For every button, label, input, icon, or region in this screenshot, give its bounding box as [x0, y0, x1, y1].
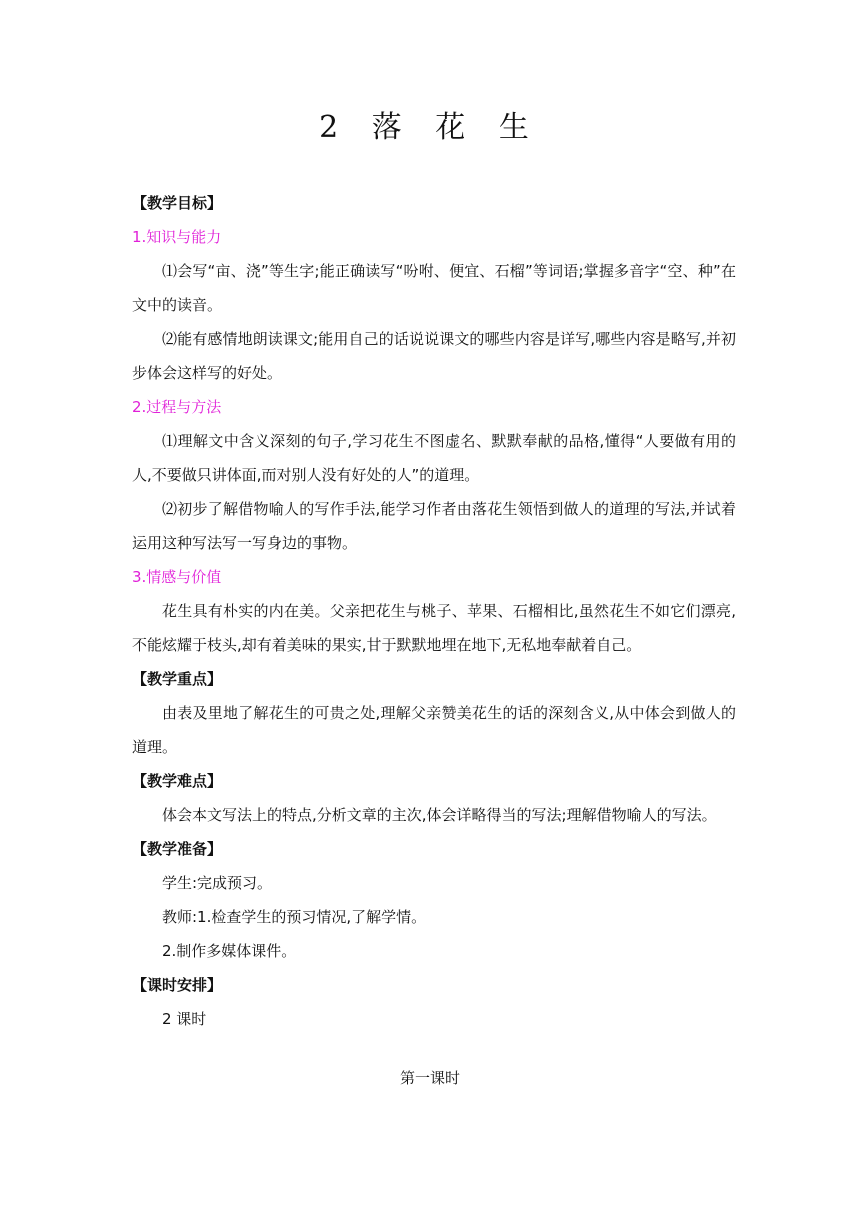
goal2-heading: 2.过程与方法: [132, 398, 222, 416]
goal1-heading: 1.知识与能力: [132, 228, 222, 246]
schedule-paragraph: 2 课时: [162, 1010, 207, 1028]
key-points-paragraph: 由表及里地了解花生的可贵之处,理解父亲赞美花生的话的深刻含义,从中体会到做人的道理。: [132, 704, 736, 756]
preparation-student: 学生:完成预习。: [162, 874, 273, 892]
lesson-section-title: 第一课时: [399, 1069, 460, 1087]
goal1-paragraph-2: ⑵能有感情地朗读课文;能用自己的话说说课文的哪些内容是详写,哪些内容是略写,并初步体会这样写的好处。: [132, 330, 736, 382]
preparation-heading: 【教学准备】: [132, 840, 223, 858]
goal2-paragraph-1: ⑴理解文中含义深刻的句子,学习花生不图虚名、默默奉献的品格,懂得“人要做有用的人,不要做只讲体面,而对别人没有好处的人”的道理。: [132, 432, 736, 484]
goals-heading: 【教学目标】: [132, 194, 223, 212]
goal3-paragraph-1: 花生具有朴实的内在美。父亲把花生与桃子、苹果、石榴相比,虽然花生不如它们漂亮,不能炫耀于枝头,却有着美味的果实,甘于默默地埋在地下,无私地奉献着自己。: [132, 602, 736, 654]
schedule-heading: 【课时安排】: [132, 976, 223, 994]
difficulties-heading: 【教学难点】: [132, 772, 223, 790]
goal2-paragraph-2: ⑵初步了解借物喻人的写作手法,能学习作者由落花生领悟到做人的道理的写法,并试着运用这种写法写一写身边的事物。: [132, 500, 736, 552]
lesson-content: [132, 186, 736, 1036]
goal3-heading: 3.情感与价值: [132, 568, 222, 586]
key-points-heading: 【教学重点】: [132, 670, 223, 688]
preparation-teacher-2: 2.制作多媒体课件。: [162, 942, 297, 960]
difficulties-paragraph: 体会本文写法上的特点,分析文章的主次,体会详略得当的写法;理解借物喻人的写法。: [162, 806, 717, 824]
preparation-teacher: 教师:1.检查学生的预习情况,了解学情。: [162, 908, 427, 926]
goal1-paragraph-1: ⑴会写“亩、浇”等生字;能正确读写“吩咐、便宜、石榴”等词语;掌握多音字“空、种”在文中的读音。: [132, 262, 736, 314]
page-title: 2 落 花 生: [319, 110, 541, 145]
